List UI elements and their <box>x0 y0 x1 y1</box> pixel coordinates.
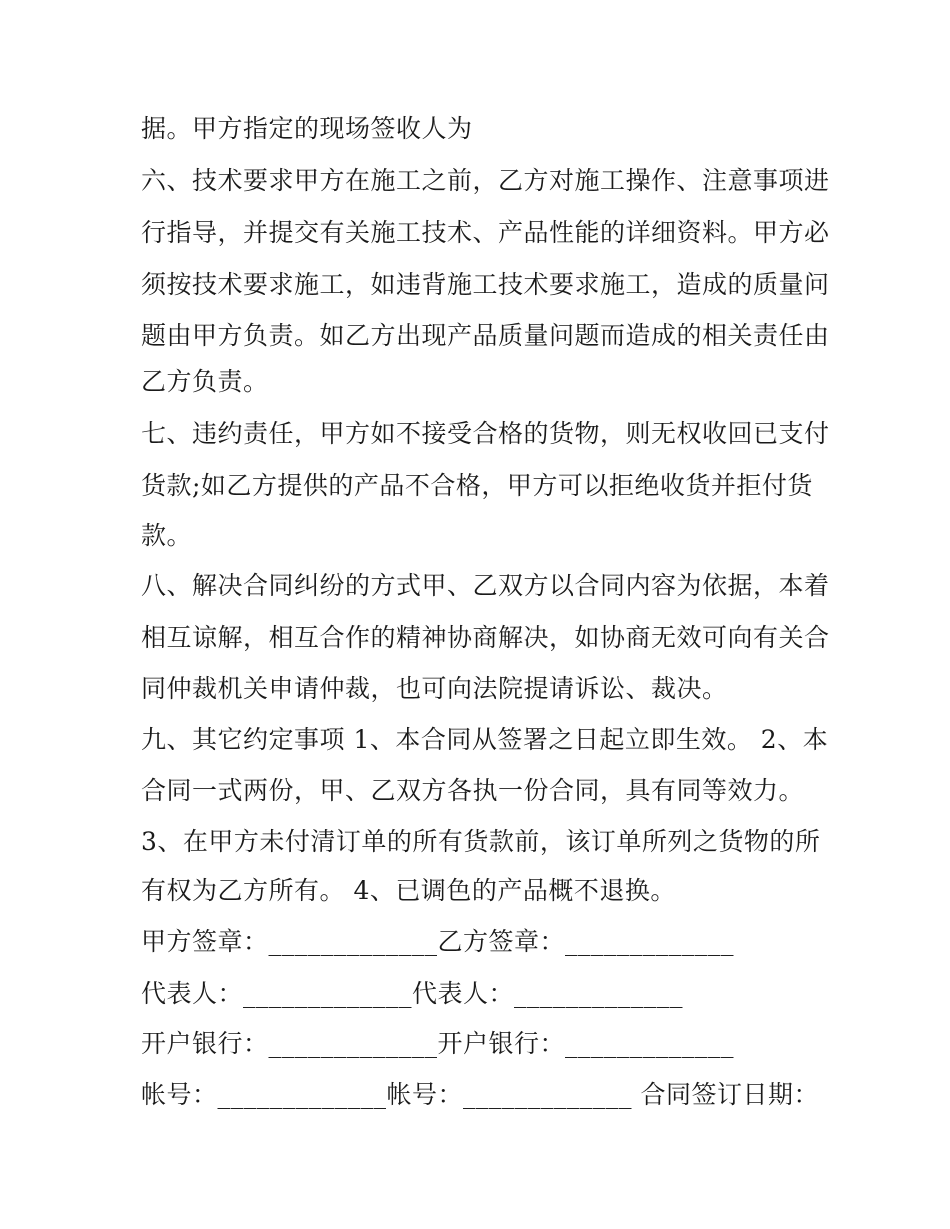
signature-line-account: 帐号：_____________帐号：_____________ 合同签订日期： <box>141 1080 819 1109</box>
text-line-13: 九、其它约定事项 1、本合同从签署之日起立即生效。 2、本 <box>141 725 829 754</box>
text-line-14: 合同一式两份，甲、乙双方各执一份合同，具有同等效力。 <box>141 776 805 805</box>
text-line-9: 款。 <box>141 521 193 550</box>
text-line-1: 据。甲方指定的现场签收人为 <box>141 114 473 143</box>
text-line-15: 3、在甲方未付清订单的所有货款前，该订单所列之货物的所 <box>141 827 821 856</box>
text-line-16: 有权为乙方所有。 4、已调色的产品概不退换。 <box>141 876 676 905</box>
text-line-6: 乙方负责。 <box>141 367 269 396</box>
signature-line-bank: 开户银行：_____________开户银行：_____________ <box>141 1029 735 1058</box>
text-line-2: 六、技术要求甲方在施工之前，乙方对施工操作、注意事项进 <box>141 166 830 195</box>
text-line-10: 八、解决合同纠纷的方式甲、乙双方以合同内容为依据，本着 <box>141 571 830 600</box>
signature-line-representative: 代表人：_____________代表人：_____________ <box>141 979 684 1008</box>
text-line-11: 相互谅解，相互合作的精神协商解决，如协商无效可向有关合 <box>141 623 830 652</box>
text-line-7: 七、违约责任，甲方如不接受合格的货物，则无权收回已支付 <box>141 419 830 448</box>
text-line-8: 货款;如乙方提供的产品不合格，甲方可以拒绝收货并拒付货 <box>141 471 813 500</box>
text-line-3: 行指导，并提交有关施工技术、产品性能的详细资料。甲方必 <box>141 218 830 247</box>
text-line-12: 同仲裁机关申请仲裁，也可向法院提请诉讼、裁决。 <box>141 674 728 703</box>
signature-line-party-seal: 甲方签章：_____________乙方签章：_____________ <box>141 927 735 956</box>
text-line-5: 题由甲方负责。如乙方出现产品质量问题而造成的相关责任由 <box>141 321 830 350</box>
text-line-4: 须按技术要求施工，如违背施工技术要求施工，造成的质量问 <box>141 270 830 299</box>
